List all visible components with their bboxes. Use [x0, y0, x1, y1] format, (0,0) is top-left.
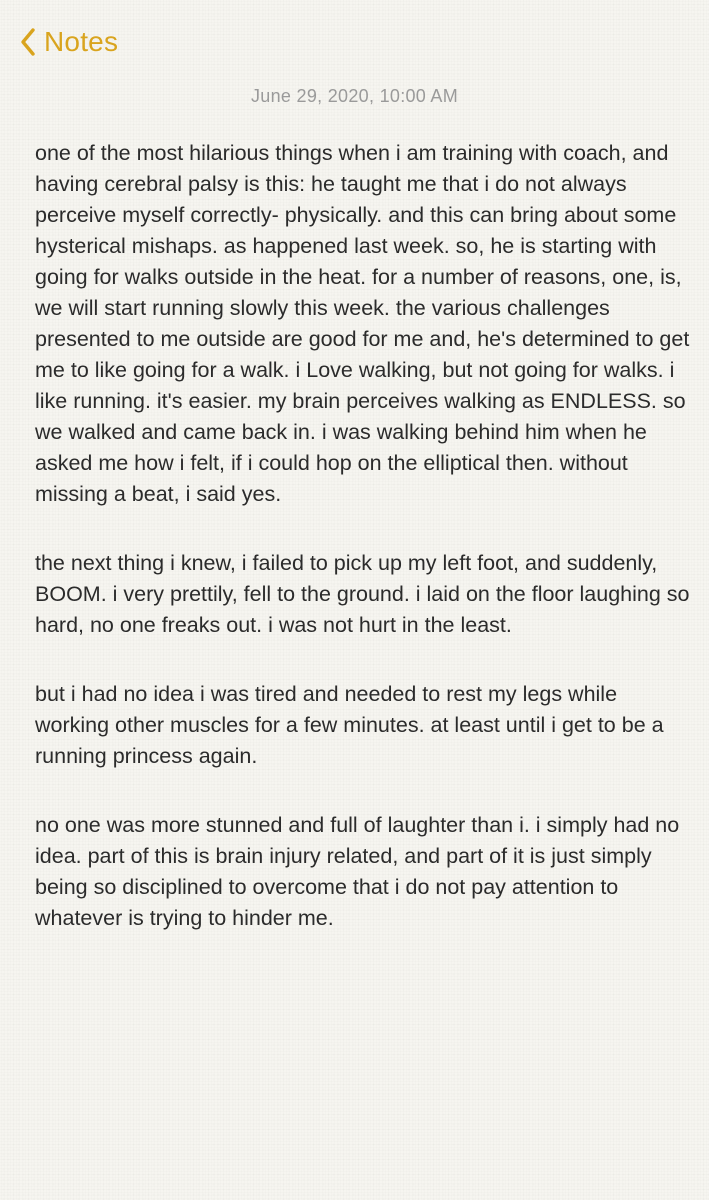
note-date: June 29, 2020, 10:00 AM	[250, 86, 459, 106]
back-button[interactable]	[20, 22, 118, 62]
note-paragraph: one of the most hilarious things when i am training with coach, and having cerebral palsy is this: he taught me that i do not always perceive myself correctly- physically. and this can bring about some hysterical mishaps. as happened last week. so, he is starting with going for walks outside in the heat. for a number of reasons, one, is, we will start running slowly this week. the various challenges presented to me outside are good for me and, he's determined to get me to like going for a walk. i Love walking, but not going for walks. i like running. it's easier. my brain perceives walking as ENDLESS. so we walked and came back in. i was walking behind him when he asked me how i felt, if i could hop on the elliptical then. without missing a beat, i said yes.	[35, 141, 690, 506]
note-paragraph: the next thing i knew, i failed to pick up my left foot, and suddenly, BOOM. i very prettily, fell to the ground. i laid on the floor laughing so hard, no one freaks out. i was not hurt in the least.	[35, 551, 690, 637]
navigation-bar	[0, 0, 709, 80]
note-paragraph: but i had no idea i was tired and needed to rest my legs while working other muscles for a few minutes. at least until i get to be a running princess again.	[35, 682, 664, 768]
chevron-left-icon	[20, 27, 36, 57]
note-paragraph: no one was more stunned and full of laughter than i. i simply had no idea. part of this is brain injury related, and part of it is just simply being so disciplined to overcome that i do not pay attention to whatever is trying to hinder me.	[35, 813, 680, 930]
note-body[interactable]	[35, 138, 695, 972]
back-button-label: Notes	[44, 26, 119, 57]
